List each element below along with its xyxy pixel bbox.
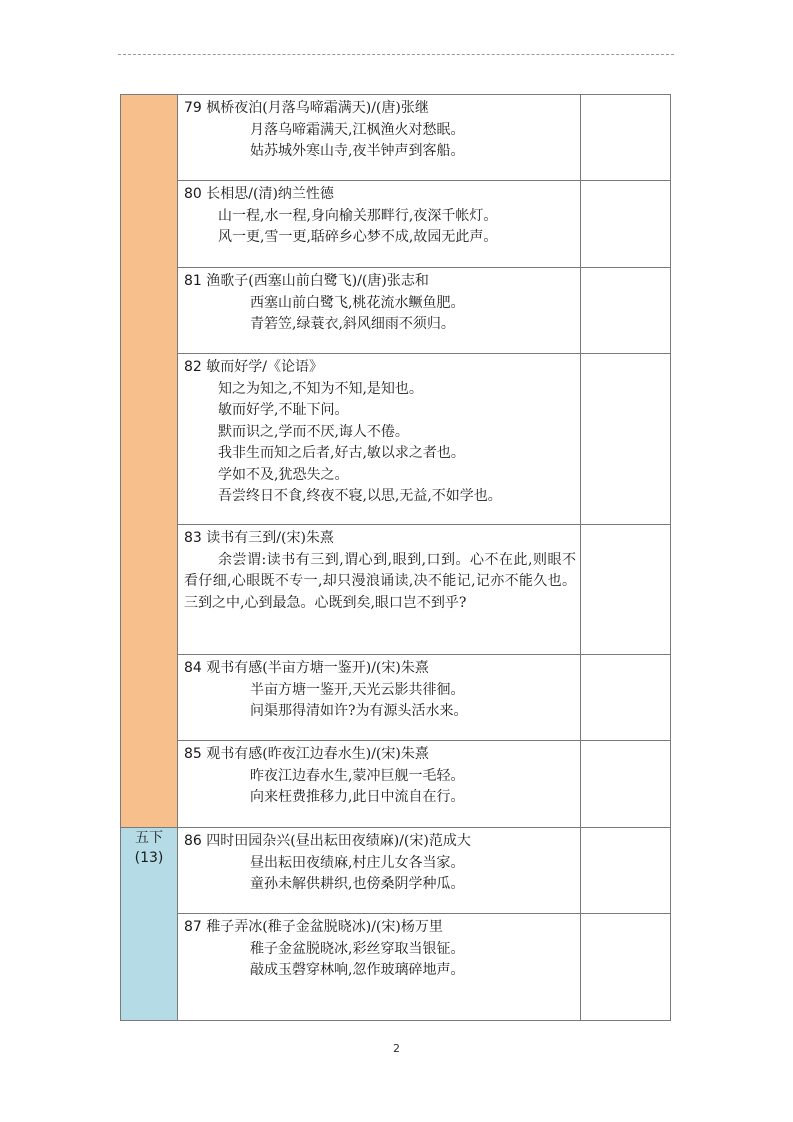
poem-line: 姑苏城外寒山寺,夜半钟声到客船。 — [250, 143, 465, 159]
entry-title: 84 观书有感(半亩方塘一鉴开)/(宋)朱熹 — [184, 660, 429, 676]
entry-title: 87 稚子弄冰(稚子金盆脱晓冰)/(宋)杨万里 — [184, 919, 443, 935]
entry-cell — [178, 914, 581, 1021]
blank-cell — [581, 525, 671, 655]
poem-line: 月落乌啼霜满天,江枫渔火对愁眠。 — [250, 121, 465, 138]
poem-line: 风一更,雪一更,聒碎乡心梦不成,故园无此声。 — [218, 229, 498, 245]
entry-cell — [178, 828, 581, 914]
blank-cell — [581, 95, 671, 181]
table-row — [121, 828, 671, 914]
table-row — [121, 741, 671, 828]
poem-line: 昼出耘田夜绩麻,村庄儿女各当家。 — [250, 854, 465, 871]
poem-line: 青箬笠,绿蓑衣,斜风细雨不须归。 — [250, 316, 455, 332]
quote-line: 学如不及,犹恐失之。 — [218, 466, 349, 483]
entry-title: 86 四时田园杂兴(昼出耘田夜绩麻)/(宋)范成大 — [184, 833, 471, 849]
table-row — [121, 181, 671, 268]
blank-cell — [581, 828, 671, 914]
poem-line: 敲成玉磬穿林响,忽作玻璃碎地声。 — [250, 962, 465, 978]
entry-title: 83 读书有三到/(宋)朱熹 — [184, 530, 334, 546]
table-row — [121, 655, 671, 741]
entry-title: 82 敏而好学/《论语》 — [184, 359, 323, 375]
poem-line: 昨夜江边春水生,蒙冲巨舰一毛轻。 — [250, 767, 465, 784]
quote-line: 吾尝终日不食,终夜不寝,以思,无益,不如学也。 — [218, 488, 502, 504]
entry-cell — [178, 741, 581, 828]
category-cell-orange — [121, 95, 178, 828]
entry-cell — [178, 525, 581, 655]
entry-title: 85 观书有感(昨夜江边春水生)/(宋)朱熹 — [184, 746, 429, 762]
entry-cell — [178, 95, 581, 181]
blank-cell — [581, 655, 671, 741]
poem-line: 稚子金盆脱晓冰,彩丝穿取当银钲。 — [250, 940, 465, 957]
poem-line: 问渠那得清如许?为有源头活水来。 — [250, 703, 468, 719]
poem-table — [120, 94, 671, 1021]
prose-paragraph: 余尝谓:读书有三到,谓心到,眼到,口到。心不在此,则眼不看仔细,心眼既不专一,却只漫浪诵读,决不能记,记亦不能久也。三到之中,心到最急。心既到矣,眼口岂不到乎? — [184, 551, 576, 611]
blank-cell — [581, 914, 671, 1021]
table-row — [121, 914, 671, 1021]
table-row — [121, 354, 671, 525]
table-row — [121, 268, 671, 354]
table-row — [121, 95, 671, 181]
grade-label: 五下 (13) — [134, 830, 164, 866]
poem-line: 半亩方塘一鉴开,天光云影共徘徊。 — [250, 681, 465, 698]
blank-cell — [581, 741, 671, 828]
table-row — [121, 525, 671, 655]
entry-title: 81 渔歌子(西塞山前白鹭飞)/(唐)张志和 — [184, 273, 429, 289]
poem-line: 童孙未解供耕织,也傍桑阴学种瓜。 — [250, 876, 465, 892]
entry-cell — [178, 655, 581, 741]
entry-cell — [178, 268, 581, 354]
blank-cell — [581, 354, 671, 525]
poem-line: 西塞山前白鹭飞,桃花流水鳜鱼肥。 — [250, 294, 465, 311]
entry-title: 80 长相思/(清)纳兰性德 — [184, 186, 334, 202]
entry-cell — [178, 354, 581, 525]
blank-cell — [581, 181, 671, 268]
blank-cell — [581, 268, 671, 354]
entry-cell — [178, 181, 581, 268]
header-rule — [118, 54, 674, 55]
poem-line: 山一程,水一程,身向榆关那畔行,夜深千帐灯。 — [218, 207, 498, 224]
entry-title: 79 枫桥夜泊(月落乌啼霜满天)/(唐)张继 — [184, 100, 429, 116]
page-number: 2 — [393, 1042, 400, 1055]
quote-line: 敏而好学,不耻下问。 — [218, 402, 349, 418]
quote-line: 我非生而知之后者,好古,敏以求之者也。 — [218, 445, 465, 461]
quote-line: 知之为知之,不知为不知,是知也。 — [218, 380, 423, 397]
poem-line: 向来枉费推移力,此日中流自在行。 — [250, 789, 465, 805]
quote-line: 默而识之,学而不厌,诲人不倦。 — [218, 423, 409, 440]
grade-cell — [121, 828, 178, 1021]
